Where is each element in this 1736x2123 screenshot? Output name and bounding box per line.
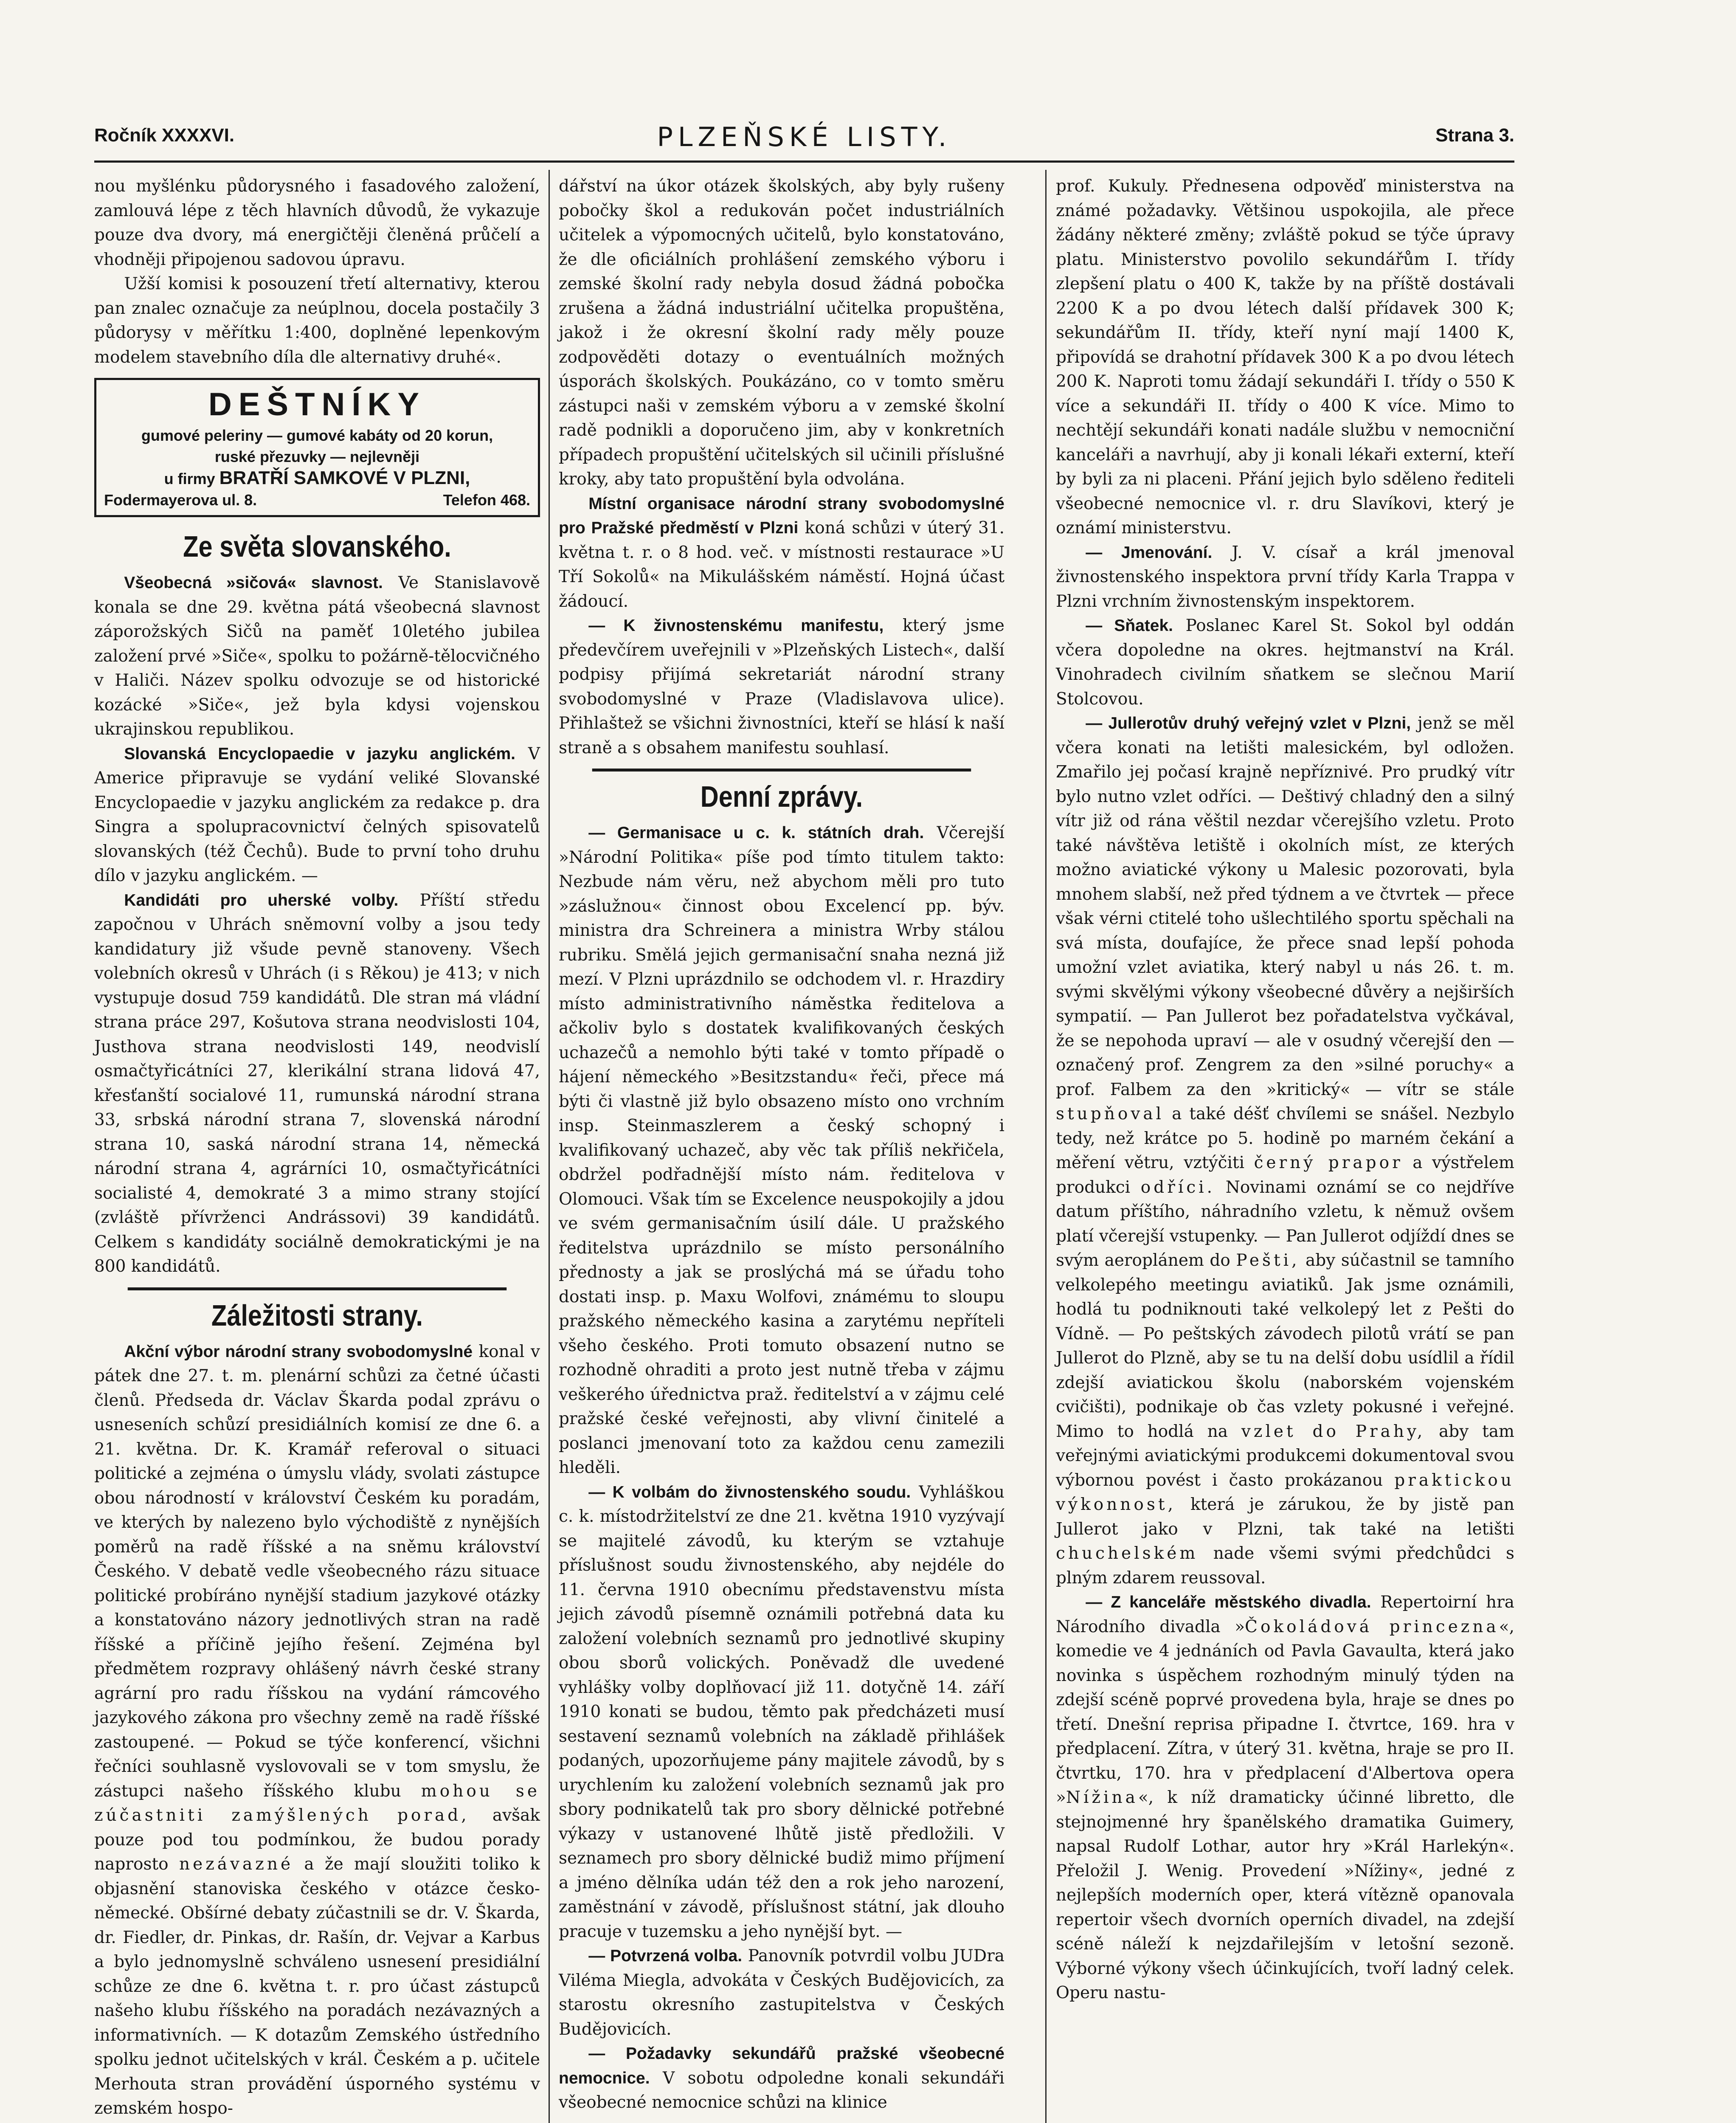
ad-title: DEŠTNÍKY [208,386,426,422]
spaced-emphasis: Nížina [1066,1788,1138,1807]
spaced-emphasis: stupňoval [1056,1104,1165,1123]
news-headline: — Požadavky sekundářů pražské všeobecné nemocnice. [559,2044,1004,2087]
section-heading: Záležitosti strany. [128,1287,507,1335]
news-body: Repertoirní hra Národního divadla » [1056,1593,1514,1636]
ad-phone: Telefon 468. [443,491,530,509]
spaced-emphasis: nezávazné [179,1855,294,1874]
news-body: Novinami oznámí se co nejdříve datum příštího, náhradního vzletu, k němuž ovšem platí včerejší vstupenky. — Pan Jullerot odjíždí dnes se svým aeroplánem do [1056,1177,1514,1270]
news-body: a výstřelem produkci [1056,1153,1514,1197]
spaced-emphasis: Čokoládová princezna [1245,1617,1499,1636]
news-body: Poslanec Karel St. Sokol byl oddán včera dopoledne na okres. hejtmanství na Král. Vinohradech civilním sňatkem se slečnou Marií Stolcovou. [1056,616,1514,709]
news-body: aby súčastnil se tamního velkolepého meetingu aviatiků. Jak jsme oznámili, hodlá tu podniknouti také velkolepý let z Pešti do Vídně. — Po peštských závodech pilotů vrátí se pan Jullerot do Plzně, aby se tu na delší dobu usídlil a řídil zdejší aviatickou školu (naborském vojenském cvičišti), podnikaje ob čas vzlety pokusné i veřejné. Mimo to hodlá na [1056,1251,1514,1441]
news-headline: Akční výbor národní strany svobodomyslné [124,1342,473,1361]
ad-firm-name: BRATŘÍ SAMKOVÉ V PLZNI, [219,467,470,488]
news-body: «, komedie ve 4 jednáních od Pavla Gavaulta, která jako novinka s úspěchem rozhodným minulý týden na zdejší scéně poprvé provedena byla, hraje se dnes po třetí. Dnešní reprisa připadne I. čtvrtce, 169. hra v předplacení. Zítra, v úterý 31. května, hraje se pro II. čtvrtku, 170. hra v předplacení d'Albertova opera » [1056,1617,1514,1807]
news-body: konal v pátek dne 27. t. m. plenární schůzi za četné účasti členů. Předseda dr. Václav Škarda podal zprávu o usneseních schůzí presidiálních komisí ze dne 6. a 21. května. Dr. K. Kramář referoval o situaci politické a zejména o úmyslu vlády, svolati zástupce obou národností v království Českém ku poradám, ve kterých by nalezeno bylo východiště z nynějších poměrů na radě říšské a na sněmu království Českého. V debatě vedle všeobecného rázu situace politické probíráno nynější stadium jazykové otázky a konstatováno názory jednotlivých stran na radě říšské a příčině jejího řešení. Zejména byl předmětem rozpravy ohlášený návrh české strany agrární pro radu říšskou na vydání rámcového jazykového zákona pro všechny země na radě říšské zastoupené. — Pokud se týče konferencí, všichni řečníci souhlasně vyslovovali se v tom smyslu, že zástupci našeho říšského klubu [94,1342,540,1801]
news-body: J. V. císař a král jmenoval živnostenského inspektora první třídy Karla Trappa v Plzni vrchním živnostenským inspektorem. [1056,543,1514,611]
column-divider-2 [1045,170,1047,2123]
news-body: jenž se měl včera konati na letišti malesickém, byl odložen. Zmařilo jej počasí krajně nepříznivé. Pro prudký vítr bylo nutno vzlet odříci. — Deštivý chladný den a silný vítr již od rána věštil nezdar včerejšího vzletu. Proto také návštěva letiště i okolních míst, ze kterých možno aviatické výkony u Malesic pozorovati, byla mnohem slabší, než před týdnem a ve čtvrtek — přece však vérni ctitelé toho ušlechtilého sportu spěchali na svá místa, doufajíce, že přece snad lepší pohoda umožní vzlet aviatika, který nabyl u nás 26. t. m. svými skvělými výkony všeobecné důvěry a nejširších sympatií. — Pan Jullerot bez pořadatelstva vyčkával, že se nepohoda upraví — ale v osudný včerejší den — označený prof. Zengrem za den »silné poruchy« a prof. Falbem za den »kritický« — vítr se stále [1056,714,1514,1099]
news-headline: Kandidáti pro uherské volby. [124,891,399,909]
news-headline: — Germanisace u c. k. státních drah. [588,824,924,842]
article-continuation: dářství na úkor otázek školských, aby byly rušeny pobočky škol a redukován počet industriálních učitelek a výpomocných učitelů, bylo konstatováno, že dle oficiálních prohlášení zemského výboru i zemské školní rady nebyla dosud žádná pobočka zrušena a žádná industriální učitelka propuštěna, jakož i že okresní školní rady měly pouze zodpověděti dotazy o eventuálních možných úsporách školských. Poukázáno, co v tomto směru zástupci naši v zemském výboru a v zemské školní radě podnikli a doporučeno jim, aby v konkretních případech propuštění učitelských sil učinili příslušné kroky, aby tato propuštění byla odvolána. [559,177,1004,489]
spaced-emphasis: černý prapor [1254,1153,1403,1172]
news-body: Vyhláškou c. k. místodržitelství ze dne 21. května 1910 vyzývají se majitelé závodů, ku kterým se vztahuje příslušnost soudu živnostenského, aby nejdéle do 11. června 1910 obecnímu představenstvu místa jejich závodů písemně oznámili potřebná data ku založení volebních seznamů pro jednotlivé skupiny obou sborů volických. Poněvadž dle uvedené vyhlášky volby doplňovací již 11. dotyčně 14. září 1910 konati se budou, těmto pak předcházeti musí sestavení seznamů volebních na základě přihlášek podaných, upozorňujeme pány majitele závodů, by s urychlením ku založení volebních seznamů jak pro sbory podnikatelů tak pro sbory dělnické potřebné výkazy v ustanovené lhůtě jistě předložili. V seznamech pro sbory dělnické budiž mimo příjmení a jméno dělníka udán též den a rok jeho narození, zaměstnání v závodě, příslušnost státní, jak dlouho pracuje v tuzemsku a jeho nynější byt. — [559,1482,1004,1941]
article-paragraph: Užší komisi k posouzení třetí alternativy, kterou pan znalec označuje za neúplnou, docela postačily 3 půdorysy v měřítku 1:400, doplněné lepenkovým modelem stavebního díla dle alternativy druhé«. [94,274,540,367]
news-headline: Všeobecná »sičová« slavnost. [124,574,383,592]
news-body: a také déšť chvílemi se snášel. Nezbylo tedy, než krátce po 5. hodině po marném čekání a měření větru, vztýčiti [1056,1104,1514,1172]
article-continuation: nou myšlénku půdorysného i fasadového založení, zamlouvá lépe z těch hlavních důvodů, že vykazuje pouze dva dvory, má energičtěji členěná průčelí a vhodněji připojenou sadovou úpravu. [94,177,540,269]
news-headline: — Jmenování. [1086,543,1213,562]
news-headline: Místní organisace národní strany svobodomyslné pro Pražské předměstí v Plzni [559,494,1004,537]
news-body: Ve Stanislavově konala se dne 29. května pátá všeobecná slavnost záporožských Sičů na paměť 10letého jubilea založení prvé »Siče«, spolku to požárně-tělocvičného v Haliči. Název spolku odvozuje se od historické kozácké »Siče«, jež byla kdysi vojenskou ukrajinskou republikou. [94,573,540,739]
news-body: koná schůzi v úterý 31. května t. r. o 8 hod. več. v místnosti restaurace »U Tří Sokolů« na Mikulášském náměstí. Hojná účast žádoucí. [559,518,1004,611]
spaced-emphasis: chuchelském [1056,1544,1199,1563]
ad-line: gumové peleriny — gumové kabáty od 20 korun, [141,427,493,444]
news-body: aby tam veřejnými aviatickými produkcemi dokumentoval svou výbornou povést i často prokázanou [1056,1422,1514,1490]
spaced-emphasis: vzlet do Prahy, [1241,1422,1426,1441]
news-body: Panovník potvrdil volbu JUDra Viléma Miegla, advokáta v Českých Budějovicích, za starostu okresního zastupitelstva v Českých Budějovicích. [559,1946,1004,2039]
news-body: Příští středu započnou v Uhrách sněmovní volby a jsou tedy kandidatury již všude pevně stanoveny. Všech volebních okresů v Uhrách (i s Rěkou) je 413; v nich vystupuje dosud 759 kandidátů. Dle stran má vládní strana práce 297, Košutova strana neodvislosti 104, Justhova strana neodvislosti 149, neodvislí osmačtyřicátníci 27, klerikální strana lidová 47, křesťanští socialové 11, rumunská národní strana 33, srbská národní strana 7, slovenská národní strana 10, saská národní strana 14, německá národní strana 4, agrárníci 10, osmačtyřicátníci socialisté 4, demokraté 3 a mimo strany stojící (zvláště přívrženci Andrássovi) 39 kandidátů. Celkem s kandidáty sociálně demokratickými je na 800 kandidátů. [94,890,540,1276]
spaced-emphasis: Pešti, [1236,1251,1300,1270]
news-headline: — Jullerotův druhý veřejný vzlet v Plzni, [1086,714,1411,732]
column-2 [559,174,1004,2115]
news-body: V sobotu odpoledne konali sekundáři všeobecné nemocnice schůzi na klinice [559,2068,1005,2112]
masthead-title: PLZEŇSKÉ LISTY. [657,121,952,152]
umbrella-advertisement [94,378,540,517]
news-headline: — K živnostenskému manifestu, [588,617,884,635]
news-body: která je zárukou, že by jistě pan Jullerot jako v Plzni, tak také na letišti [1056,1495,1514,1539]
column-1 [94,174,540,2121]
news-body: a že mají sloužiti toliko k objasnění stanoviska českého v otázce česko-německé. Obšírné debaty zúčastnili se dr. V. Škarda, dr. Fiedler, dr. Pinkas, dr. Rašín, dr. Vejvar a Karbus a bylo jednomyslně schváleno usnesení presidiální schůze ze dne 6. května t. r. pro účast zástupců našeho klubu říšského na poradách nezávazných a informativních. — K dotazům Zemského ústředního spolku jednot učitelských v král. Českém a p. učitele Merhouta stran provádění úsporného systému v zemském hospo- [94,1855,540,2118]
ad-line: ruské přezuvky — nejlevněji [214,448,420,465]
header-rule [94,160,1514,163]
news-body: Včerejší »Národní Politika« píše pod tímto titulem takto: Nezbude nám věru, než abychom měli pro tuto »záslužnou« činnost obou Excelencí pp. býv. ministra dra Schreinera a ministra Wrby stálou rubriku. Smělá jejich germanisační snaha nezná již mezí. V Plzni uprázdnilo se odchodem vl. r. Hrazdiry místo administrativního náměstka ředitelova a ačkoliv bylo s dostatek kvalifikovaných českých uchazečů a nemohlo býti také v tomto případě o hájení německého »Besitzstandu« řeči, přece má býti či vlastně již bylo obsazeno místo ono vrchním insp. Steinmaszlerem a český schopný i kvalifikovaný uchazeč, aby věc tak příliš nekřičela, obdržel podřadnější místo nám. ředitelova v Olomouci. Však tím se Excelence neuspokojily a jdou ve svém germanisačním úsilí dále. U pražského ředitelstva uprázdnilo se místo personálního přednosty a jak se proslýchá má se úřadu toho dostati insp. p. Maxu Wolfovi, známému to sloupu pražského německého kasina a zarytému nepříteli všeho českého. Proti tomuto obsazení nutno se rozhodně ohraditi a proto jest nutně třeba v zájmu veškerého úřednictva praž. ředitelství a v zájmu celé pražské české veřejnosti, aby vlivní činitelé a poslanci jmenovaní toto za každou cenu zamezili hleděli. [559,823,1004,1477]
section-heading: Ze světa slovanského. [183,530,451,563]
column-divider-1 [549,170,550,2123]
column-3 [1056,174,1514,2005]
news-headline: — Z kanceláře městského divadla. [1086,1593,1371,1611]
news-body: nade všemi svými předchůdci s plným zdarem reussoval. [1056,1544,1514,1588]
article-continuation: prof. Kukuly. Přednesena odpověď ministerstva na známé požadavky. Většinou uspokojila, ale přece žádány některé změny; zvláště pokud se týče úpravy platu. Ministerstvo povolilo sekundářům I. třídy zlepšení platu o 400 K, takže by na příště dostávali 2200 K a po dvou létech další přídavek 300 K; sekundářům II. třídy, kteří nyní mají 1400 K, připovídá se drahotní přídavek 300 K a po dvou létech 200 K. Naproti tomu žádají sekundáři I. třídy o 550 K více a sekundáři II. třídy o 400 K více. Mimo to nechtějí sekundáři konati nadále službu v nemocniční kanceláři a navrhují, aby ji konali lékaři externí, kteří by byli za ni placeni. Přání jejich bylo sděleno řediteli všeobecné nemocnice vl. r. dru Slavíkovi, který je oznámí ministerstvu. [1056,177,1514,538]
page-header [94,121,1514,155]
spaced-emphasis: mohou se zúčastniti zamýšlených porad, [94,1781,540,1825]
news-headline: — Potvrzená volba. [588,1947,743,1965]
spaced-emphasis: odříci. [1140,1177,1215,1197]
news-headline: Slovanská Encyclopaedie v jazyku anglickém. [124,744,515,763]
volume-label: Ročník XXXXVI. [94,125,235,146]
ad-line: u firmy [164,470,215,487]
news-body: avšak pouze pod tou podmínkou, že budou porady naprosto [94,1806,540,1874]
spaced-emphasis: praktickou výkonnost, [1056,1470,1515,1514]
ad-address: Fodermayerova ul. 8. [104,491,257,509]
news-headline: — Sňatek. [1086,617,1173,635]
news-body: který jsme předevčírem uveřejnili v »Plzeňských Listech«, další podpisy přijímá sekretariát národní strany svobodomyslné v Praze (Vladislavova ulice). Přihlaštež se všichni živnostníci, kteří se hlásí k naší straně a s obsahem manifestu souhlasí. [559,616,1004,757]
news-body: V Americe připravuje se vydání veliké Slovanské Encyclopaedie v jazyku anglickém za redakce p. dra Singra a spolupracovnictví čelných spisovatelů slovanských (též Čechů). Bude to první toho druhu dílo v jazyku anglickém. — [94,744,540,885]
news-body: «, k níž dramaticky účinné libretto, dle stejnojmenné hry španělského dramatika Guimery, napsal Rudolf Lothar, autor hry »Král Harlekýn«. Přeložil J. Wenig. Provedení »Nížiny«, jedné z nejlepších moderních oper, která vítězně opanovala repertoir všech dvorních operních divadel, na zdejší scéně náleží k nejzdařilejším v letošní sezoně. Výborné výkony všech účinkujících, tvoří ladný celek. Operu nastu- [1056,1788,1514,2002]
page-number: Strana 3. [1435,125,1514,146]
news-headline: — K volbám do živnostenského soudu. [588,1483,911,1501]
section-heading: Denní zprávy. [592,769,971,816]
